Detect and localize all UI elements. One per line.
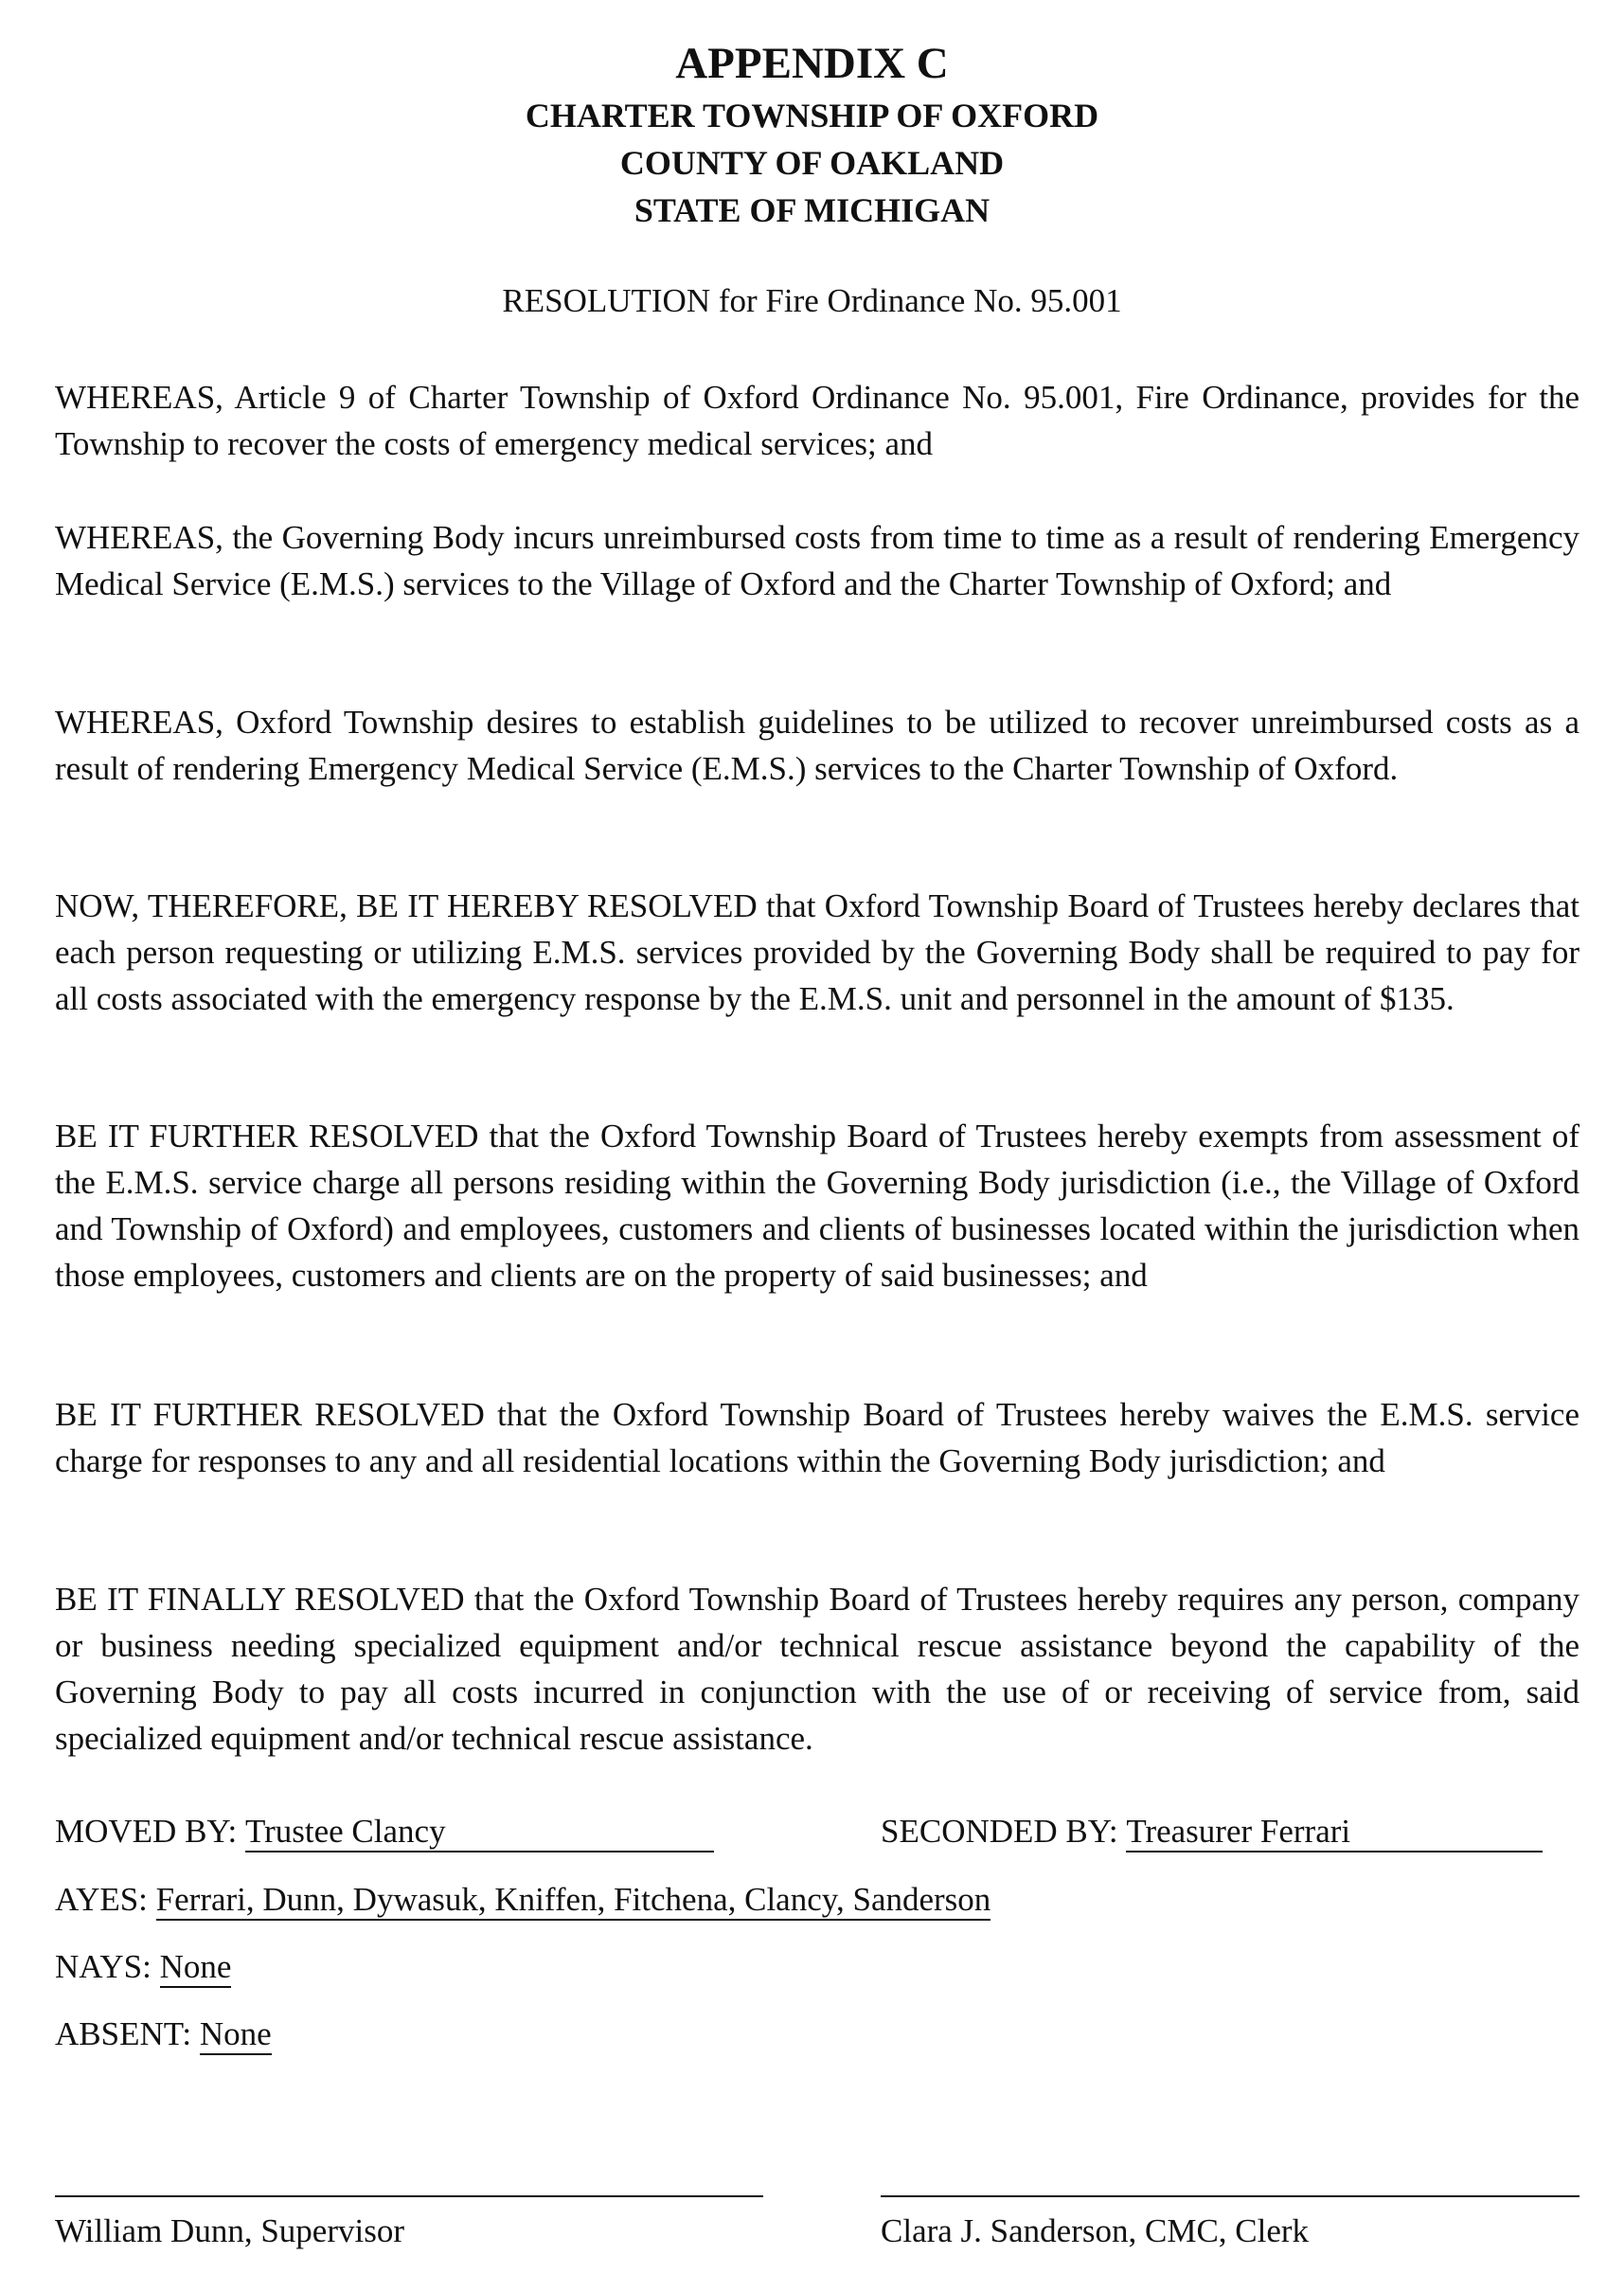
- whereas-paragraph-3: WHEREAS, Oxford Township desires to establish guidelines to be utilized to recover unreimbursed costs as a result of rendering Emergency Medical Service (E.M.S.) services to the Charter Township of Oxford.: [55, 704, 1579, 787]
- moved-by-label: MOVED BY:: [55, 1813, 238, 1850]
- whereas-paragraph-2: WHEREAS, the Governing Body incurs unreimbursed costs from time to time as a result of rendering Emergency Medical Service (E.M.S.) services to the Village of Oxford and the Charter Township of Oxford; and: [55, 519, 1579, 602]
- nays-field: [55, 1950, 231, 1988]
- seconded-by-field: [881, 1815, 1543, 1852]
- absent-label: ABSENT:: [55, 2015, 192, 2052]
- absent-value: None: [200, 2017, 272, 2055]
- supervisor-signature-line: [55, 2195, 763, 2197]
- seconded-by-label: SECONDED BY:: [881, 1813, 1118, 1850]
- nays-label: NAYS:: [55, 1948, 152, 1985]
- appendix-heading: APPENDIX C: [675, 39, 949, 88]
- resolution-title: RESOLUTION for Fire Ordinance No. 95.001: [502, 282, 1122, 319]
- nays-value: None: [160, 1950, 232, 1988]
- finally-resolved-paragraph: BE IT FINALLY RESOLVED that the Oxford Township Board of Trustees hereby requires any person, company or business needing specialized equipment and/or technical rescue assistance beyond the capability of the Governing Body to pay all costs incurred in conjunction with the use of or receiving of service from, said specialized equipment and/or technical rescue assistance.: [55, 1581, 1579, 1757]
- clerk-name: Clara J. Sanderson, CMC, Clerk: [881, 2212, 1310, 2249]
- township-heading: CHARTER TOWNSHIP OF OXFORD: [525, 97, 1099, 134]
- further-resolved-waiver-paragraph: BE IT FURTHER RESOLVED that the Oxford Township Board of Trustees hereby waives the E.M.S. service charge for responses to any and all residential locations within the Governing Body jurisdiction; and: [55, 1396, 1579, 1479]
- ayes-label: AYES:: [55, 1881, 148, 1918]
- clerk-signature-line: [881, 2195, 1579, 2197]
- absent-field: [55, 2017, 272, 2055]
- seconded-by-value: Treasurer Ferrari: [1126, 1815, 1543, 1852]
- further-resolved-exemption-paragraph: BE IT FURTHER RESOLVED that the Oxford Township Board of Trustees hereby exempts from assessment of the E.M.S. service charge all persons residing within the Governing Body jurisdiction (i.e., the Village of Oxford and Township of Oxford) and employees, customers and clients of businesses located within the jurisdiction when those employees, customers and clients are on the property of said businesses; and: [55, 1118, 1579, 1294]
- ayes-value: Ferrari, Dunn, Dywasuk, Kniffen, Fitchena, Clancy, Sanderson: [156, 1883, 991, 1921]
- whereas-paragraph-1: WHEREAS, Article 9 of Charter Township of Oxford Ordinance No. 95.001, Fire Ordinance, provides for the Township to recover the costs of emergency medical services; and: [55, 379, 1579, 462]
- county-heading: COUNTY OF OAKLAND: [619, 144, 1005, 182]
- ayes-field: [55, 1883, 990, 1921]
- moved-by-field: [55, 1815, 714, 1852]
- moved-by-value: Trustee Clancy: [245, 1815, 714, 1852]
- supervisor-name: William Dunn, Supervisor: [55, 2212, 404, 2249]
- state-heading: STATE OF MICHIGAN: [634, 191, 990, 229]
- resolved-paragraph: NOW, THEREFORE, BE IT HEREBY RESOLVED that Oxford Township Board of Trustees hereby declares that each person requesting or utilizing E.M.S. services provided by the Governing Body shall be required to pay for all costs associated with the emergency response by the E.M.S. unit and personnel in the amount of $135.: [55, 887, 1579, 1017]
